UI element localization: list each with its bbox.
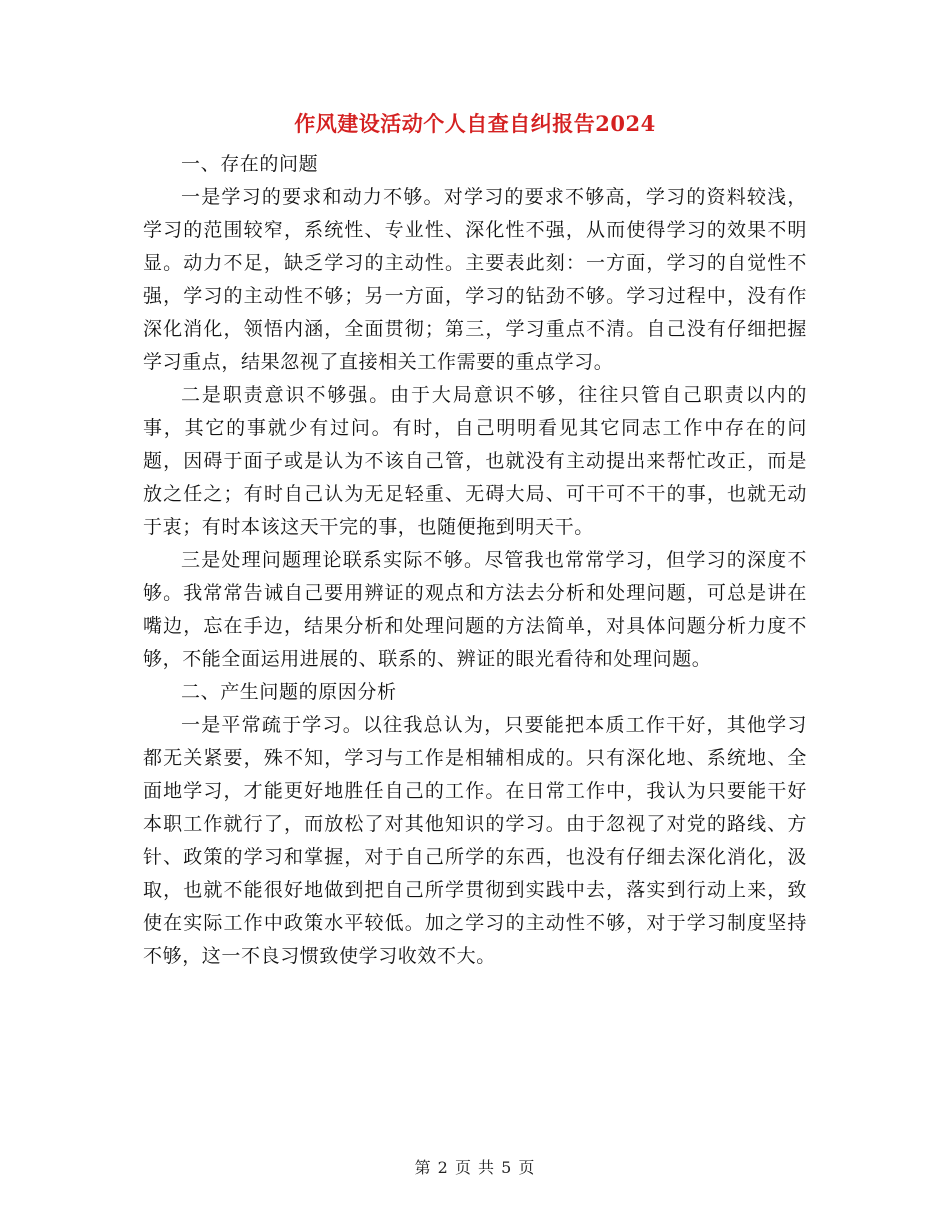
paragraph-study-requirement: 一是学习的要求和动力不够。对学习的要求不够高，学习的资料较浅，学习的范围较窄，系统性、专业性、深化性不强，从而使得学习的效果不明显。动力不足，缺乏学习的主动性。主要表此刻：一方面，学习的自觉性不强，学习的主动性不够；另一方面，学习的钻劲不够。学习过程中，没有作深化消化，领悟内涵，全面贯彻；第三，学习重点不清。自己没有仔细把握学习重点，结果忽视了直接相关工作需要的重点学习。	[143, 186, 807, 373]
document-title: 作风建设活动个人自查自纠报告2024	[294, 111, 656, 136]
section-heading-problems: 一、存在的问题	[181, 153, 319, 175]
section-heading-causes: 二、产生问题的原因分析	[181, 681, 397, 703]
paragraph-responsibility: 二是职责意识不够强。由于大局意识不够，往往只管自己职责以内的事，其它的事就少有过问。有时，自己明明看见其它同志工作中存在的问题，因碍于面子或是认为不该自己管，也就没有主动提出来帮忙改正，而是放之任之；有时自己认为无足轻重、无碍大局、可干可不干的事，也就无动于衷；有时本该这天干完的事，也随便拖到明天干。	[143, 384, 807, 538]
paragraph-theory-practice: 三是处理问题理论联系实际不够。尽管我也常常学习，但学习的深度不够。我常常告诫自己要用辨证的观点和方法去分析和处理问题，可总是讲在嘴边，忘在手边，结果分析和处理问题的方法简单，对具体问题分析力度不够，不能全面运用进展的、联系的、辨证的眼光看待和处理问题。	[143, 549, 807, 670]
paragraph-neglect-study: 一是平常疏于学习。以往我总认为，只要能把本质工作干好，其他学习都无关紧要，殊不知，学习与工作是相辅相成的。只有深化地、系统地、全面地学习，才能更好地胜任自己的工作。在日常工作中，我认为只要能干好本职工作就行了，而放松了对其他知识的学习。由于忽视了对党的路线、方针、政策的学习和掌握，对于自己所学的东西，也没有仔细去深化消化，汲取，也就不能很好地做到把自己所学贯彻到实践中去，落实到行动上来，致使在实际工作中政策水平较低。加之学习的主动性不够，对于学习制度坚持不够，这一不良习惯致使学习收效不大。	[143, 714, 807, 967]
page-number: 第 2 页 共 5 页	[414, 1158, 536, 1177]
document-body	[143, 148, 807, 973]
